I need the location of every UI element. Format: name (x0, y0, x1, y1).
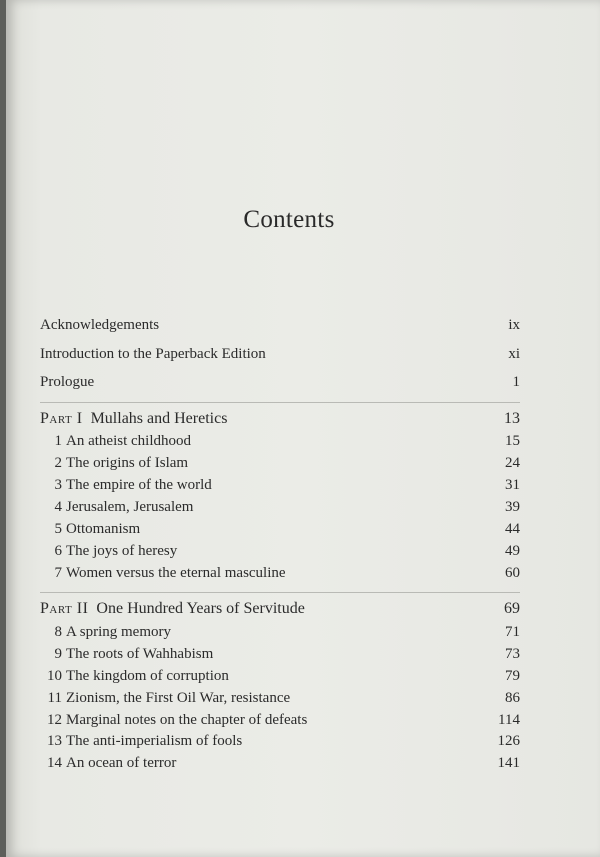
toc-chapter (40, 668, 520, 685)
divider (40, 592, 520, 593)
chapter-number: 12 (47, 712, 62, 728)
chapter-title: Ottomanism (66, 521, 141, 537)
chapter-number: 1 (54, 433, 62, 449)
toc-chapter (40, 755, 520, 772)
chapter-number: 6 (54, 543, 62, 559)
chapter-number: 9 (54, 646, 62, 662)
chapter-title: The joys of heresy (66, 543, 178, 559)
toc-part-1 (40, 410, 520, 428)
chapter-title: Jerusalem, Jerusalem (66, 499, 194, 515)
chapter-title: The empire of the world (66, 477, 212, 493)
chapter-page: 126 (497, 733, 520, 749)
chapter-title: Women versus the eternal masculine (66, 565, 286, 581)
chapter-number: 13 (47, 733, 62, 749)
chapter-number: 11 (47, 690, 62, 706)
chapter-number: 14 (47, 755, 62, 771)
book-page (6, 0, 600, 857)
chapter-page: 31 (505, 477, 520, 493)
chapter-title: The kingdom of corruption (66, 668, 229, 684)
toc-chapter (40, 646, 520, 663)
chapter-page: 44 (505, 521, 520, 537)
chapter-title: The roots of Wahhabism (66, 646, 214, 662)
toc-chapter (40, 733, 520, 750)
chapter-page: 15 (505, 433, 520, 449)
toc-chapter (40, 690, 520, 707)
entry-page: ix (508, 317, 520, 333)
chapter-number: 3 (54, 477, 62, 493)
part-title: Mullahs and Heretics (90, 410, 228, 427)
part-page: 69 (504, 600, 520, 617)
part-page: 13 (504, 410, 520, 427)
chapter-page: 73 (505, 646, 520, 662)
entry-title: Prologue (40, 374, 95, 390)
toc-chapter (40, 433, 520, 450)
chapter-title: An ocean of terror (66, 755, 177, 771)
chapter-page: 114 (498, 712, 520, 728)
chapter-page: 24 (505, 455, 520, 471)
chapter-number: 4 (54, 499, 62, 515)
chapter-number: 8 (54, 624, 62, 640)
toc-chapter (40, 521, 520, 538)
entry-page: xi (508, 346, 520, 362)
chapter-title: The origins of Islam (66, 455, 189, 471)
entry-title: Acknowledgements (40, 317, 160, 333)
toc-chapter (40, 499, 520, 516)
chapter-page: 86 (505, 690, 520, 706)
chapter-title: An atheist childhood (66, 433, 191, 449)
chapter-number: 2 (54, 455, 62, 471)
chapter-title: Marginal notes on the chapter of defeats (66, 712, 308, 728)
part-title: One Hundred Years of Servitude (96, 600, 305, 617)
entry-page: 1 (512, 374, 520, 390)
page-title: Contents (243, 206, 335, 233)
chapter-page: 141 (497, 755, 520, 771)
part-label: Part I (40, 410, 83, 427)
divider (40, 402, 520, 403)
part-label: Part II (40, 600, 89, 617)
chapter-number: 7 (54, 565, 62, 581)
toc-chapter (40, 455, 520, 472)
toc-entry-introduction (40, 346, 520, 363)
chapter-page: 60 (505, 565, 520, 581)
chapter-number: 5 (54, 521, 62, 537)
toc-chapter (40, 477, 520, 494)
toc-part-2 (40, 600, 520, 618)
toc-chapter (40, 624, 520, 641)
chapter-title: Zionism, the First Oil War, resistance (66, 690, 291, 706)
chapter-title: A spring memory (66, 624, 171, 640)
chapter-number: 10 (47, 668, 62, 684)
toc-chapter (40, 565, 520, 582)
toc-entry-acknowledgements (40, 317, 520, 334)
chapter-page: 71 (505, 624, 520, 640)
toc-entry-prologue (40, 374, 520, 391)
chapter-page: 49 (505, 543, 520, 559)
chapter-title: The anti-imperialism of fools (66, 733, 243, 749)
toc-chapter (40, 543, 520, 560)
chapter-page: 79 (505, 668, 520, 684)
chapter-page: 39 (505, 499, 520, 515)
toc-chapter (40, 712, 520, 729)
entry-title: Introduction to the Paperback Edition (40, 346, 266, 362)
